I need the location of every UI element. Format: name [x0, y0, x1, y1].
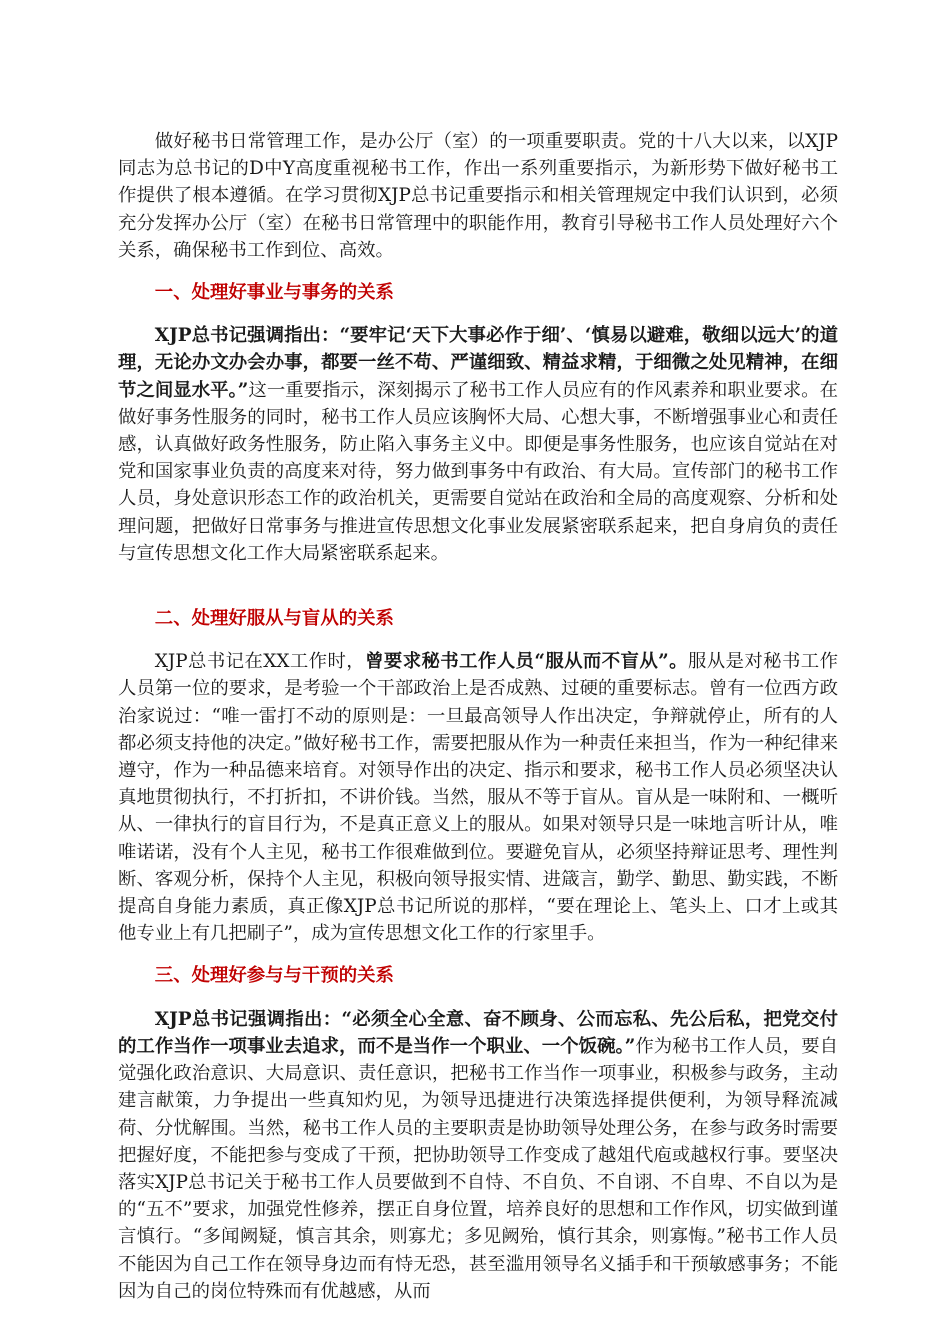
section-3-quote: XJP总书记强调指出：“必须全心全意、奋不顾身、公而忘私、先公后私，把党交付的工作当作一项事业去追求，而不是当作一个职业、一个饭碗。”	[118, 1008, 838, 1057]
section-1-heading: 一、处理好事业与事务的关系	[154, 282, 394, 304]
section-2-heading: 二、处理好服从与盲从的关系	[154, 608, 394, 630]
section-2-paragraph	[118, 648, 838, 947]
section-2-text: 服从是对秘书工作人员第一位的要求，是考验一个干部政治上是否成熟、过硬的重要标志。曾有一位西方政治家说过：“唯一雷打不动的原则是：一旦最高领导人作出决定，争辩就停止，所有的人都必须支持他的决定。”做好秘书工作，需要把服从作为一种责任来担当，作为一种纪律来遵守，作为一种品德来培育。对领导作出的决定、指示和要求，秘书工作人员必须坚决认真地贯彻执行，不打折扣，不讲价钱。当然，服从不等于盲从。盲从是一味附和、一概听从、一律执行的盲目行为，不是真正意义上的服从。如果对领导只是一味地言听计从，唯唯诺诺，没有个人主见，秘书工作很难做到位。要避免盲从，必须坚持辩证思考、理性判断、客观分析，保持个人主见，积极向领导报实情、进箴言，勤学、勤思、勤实践，不断提高自身能力素质，真正像XJP总书记所说的那样，“要在理论上、笔头上、口才上或其他专业上有几把刷子”，成为宣传思想文化工作的行家里手。	[118, 651, 838, 945]
document-body	[118, 128, 838, 1305]
section-3-paragraph	[118, 1006, 838, 1305]
section-1-paragraph	[118, 322, 838, 567]
intro-paragraph: 做好秘书日常管理工作，是办公厅（室）的一项重要职责。党的十八大以来，以XJP同志为总书记的D中Y高度重视秘书工作，作出一系列重要指示，为新形势下做好秘书工作提供了根本遵循。在学习贯彻XJP总书记重要指示和相关管理规定中我们认识到，必须充分发挥办公厅（室）在秘书日常管理中的职能作用，教育引导秘书工作人员处理好六个关系，确保秘书工作到位、高效。	[118, 131, 838, 261]
section-1-quote: XJP总书记强调指出：“要牢记‘天下大事必作于细’、‘慎易以避难，敬细以远大’的道理，无论办文办会办事，都要一丝不苟、严谨细致、精益求精，于细微之处见精神，在细节之间显水平。”	[118, 325, 838, 401]
section-2-lead: XJP总书记在XX工作时，	[154, 651, 366, 673]
section-3-text: 作为秘书工作人员，要自觉强化政治意识、大局意识、责任意识，把秘书工作当作一项事业，积极参与政务，主动建言献策，力争提出一些真知灼见，为领导迅捷进行决策选择提供便利，为领导释流减荷、分忧解围。当然，秘书工作人员的主要职责是协助领导处理公务，在参与政务时需要把握好度，不能把参与变成了干预，把协助领导工作变成了越俎代庖或越权行事。要坚决落实XJP总书记关于秘书工作人员要做到不自恃、不自负、不自诩、不自卑、不自以为是的“五不”要求，加强党性修养，摆正自身位置，培养良好的思想和工作作风，切实做到谨言慎行。“多闻阙疑，慎言其余，则寡尤；多见阙殆，慎行其余，则寡悔。”秘书工作人员不能因为自己工作在领导身边而有恃无恐，甚至滥用领导名义插手和干预敏感事务；不能因为自己的岗位特殊而有优越感，从而	[118, 1035, 838, 1302]
section-3-heading: 三、处理好参与与干预的关系	[154, 965, 394, 987]
section-1-text: 这一重要指示，深刻揭示了秘书工作人员应有的作风素养和职业要求。在做好事务性服务的同时，秘书工作人员应该胸怀大局、心想大事，不断增强事业心和责任感，认真做好政务性服务，防止陷入事务主义中。即便是事务性服务，也应该自觉站在对党和国家事业负责的高度来对待，努力做到事务中有政治、有大局。宣传部门的秘书工作人员，身处意识形态工作的政治机关，更需要自觉站在政治和全局的高度观察、分析和处理问题，把做好日常事务与推进宣传思想文化事业发展紧密联系起来，把自身肩负的责任与宣传思想文化工作大局紧密联系起来。	[118, 379, 838, 564]
section-2-quote: 曾要求秘书工作人员“服从而不盲从”。	[365, 651, 688, 673]
